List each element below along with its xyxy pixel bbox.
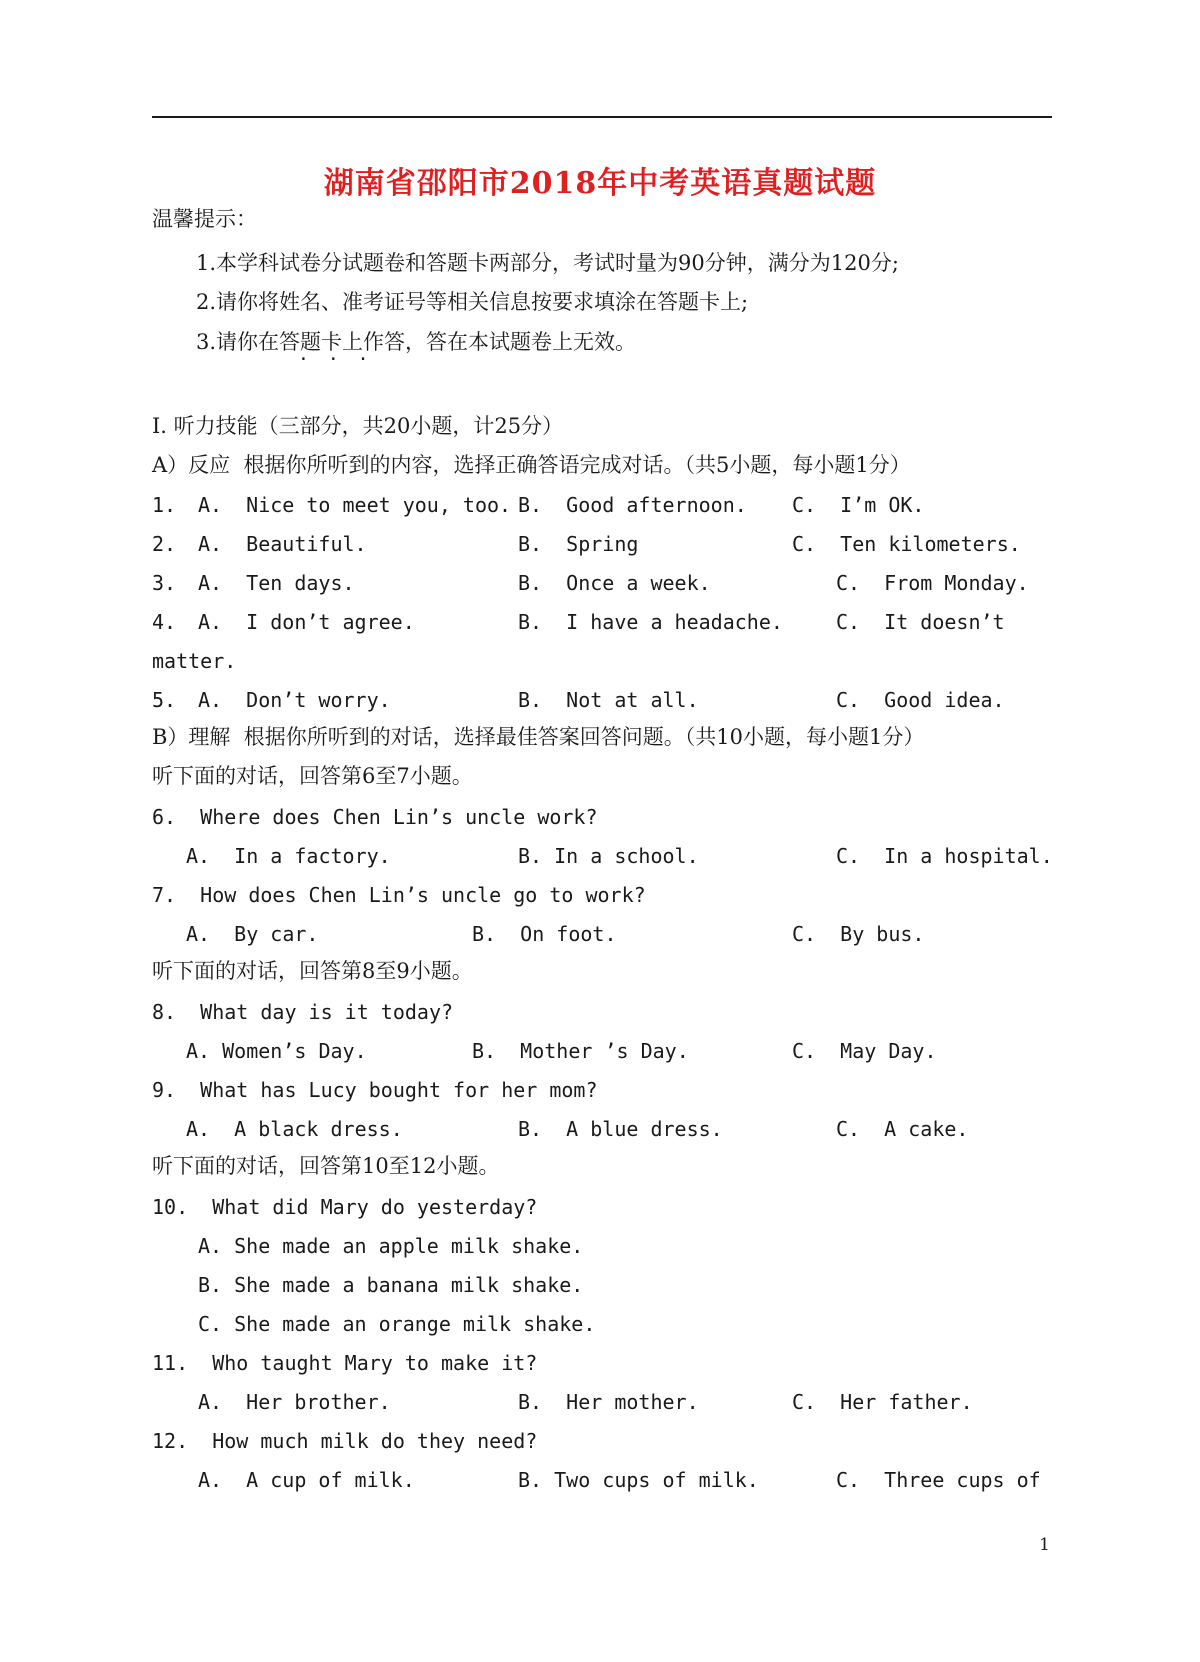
part-b-instructions: B）理解 根据你所听到的对话，选择最佳答案回答问题。（共10小题，每小题1分） [152,725,925,749]
tip-1: 1.本学科试卷分试题卷和答题卡两部分，考试时量为90分钟，满分为120分; [196,251,899,275]
q8-stem: 8. What day is it today? [152,1000,454,1024]
q2-option-c: C. Ten kilometers. [792,532,1021,556]
listen-instruction-6-7: 听下面的对话，回答第6至7小题。 [152,764,473,788]
q4-option-c-continued: matter. [152,649,237,673]
q6-option-a: A. In a factory. [186,844,391,868]
q12-option-b: B. Two cups of milk. [518,1468,759,1492]
q10-option-a: A. She made an apple milk shake. [198,1234,584,1258]
q5-number: 5. [152,688,177,712]
header-rule [152,116,1052,118]
q11-option-c: C. Her father. [792,1390,973,1414]
section-heading: Ⅰ. 听力技能（三部分，共20小题，计25分） [152,414,564,438]
q9-option-c: C. A cake. [836,1117,969,1141]
q4-option-b: B. I have a headache. [518,610,783,634]
q7-stem: 7. How does Chen Lin’s uncle go to work? [152,883,646,907]
q6-stem: 6. Where does Chen Lin’s uncle work? [152,805,598,829]
q8-option-b: B. Mother ’s Day. [472,1039,689,1063]
q11-stem: 11. Who taught Mary to make it? [152,1351,538,1375]
page-number: 1 [1039,1535,1050,1555]
q1-option-a: A. Nice to meet you, too. [198,493,512,517]
q5-option-c: C. Good idea. [836,688,1005,712]
q1-option-c: C. I’m OK. [792,493,925,517]
q3-option-c: C. From Monday. [836,571,1029,595]
q7-option-c: C. By bus. [792,922,925,946]
q10-stem: 10. What did Mary do yesterday? [152,1195,538,1219]
q3-option-a: A. Ten days. [198,571,355,595]
q10-option-c: C. She made an orange milk shake. [198,1312,596,1336]
tip-2: 2.请你将姓名、准考证号等相关信息按要求填涂在答题卡上; [196,290,749,314]
q5-option-b: B. Not at all. [518,688,699,712]
part-a-instructions: A）反应 根据你所听到的内容，选择正确答语完成对话。（共5小题，每小题1分） [152,453,911,477]
q7-option-a: A. By car. [186,922,319,946]
q2-option-a: A. Beautiful. [198,532,367,556]
q4-option-c: C. It doesn’t [836,610,1005,634]
q12-option-a: A. A cup of milk. [198,1468,415,1492]
q9-stem: 9. What has Lucy bought for her mom? [152,1078,598,1102]
q8-option-c: C. May Day. [792,1039,937,1063]
q8-option-a: A. Women’s Day. [186,1039,367,1063]
listen-instruction-10-12: 听下面的对话，回答第10至12小题。 [152,1154,500,1178]
emphasis-dots: ··· [298,349,388,370]
q1-option-b: B. Good afternoon. [518,493,747,517]
q6-option-c: C. In a hospital. [836,844,1053,868]
q11-option-a: A. Her brother. [198,1390,391,1414]
tips-heading: 温馨提示： [152,207,257,231]
q4-number: 4. [152,610,177,634]
q1-number: 1. [152,493,177,517]
q9-option-b: B. A blue dress. [518,1117,723,1141]
q2-number: 2. [152,532,177,556]
q6-option-b: B. In a school. [518,844,699,868]
q3-option-b: B. Once a week. [518,571,711,595]
q5-option-a: A. Don’t worry. [198,688,391,712]
q10-option-b: B. She made a banana milk shake. [198,1273,584,1297]
listen-instruction-8-9: 听下面的对话，回答第8至9小题。 [152,959,473,983]
q11-option-b: B. Her mother. [518,1390,699,1414]
q3-number: 3. [152,571,177,595]
q4-option-a: A. I don’t agree. [198,610,415,634]
q12-stem: 12. How much milk do they need? [152,1429,538,1453]
tip-3: 3.请你在答题卡上作答，答在本试题卷上无效。 [196,330,637,354]
page-title: 湖南省邵阳市2018年中考英语真题试题 [323,166,877,201]
q9-option-a: A. A black dress. [186,1117,403,1141]
q12-option-c: C. Three cups of [836,1468,1041,1492]
q2-option-b: B. Spring [518,532,639,556]
q7-option-b: B. On foot. [472,922,617,946]
